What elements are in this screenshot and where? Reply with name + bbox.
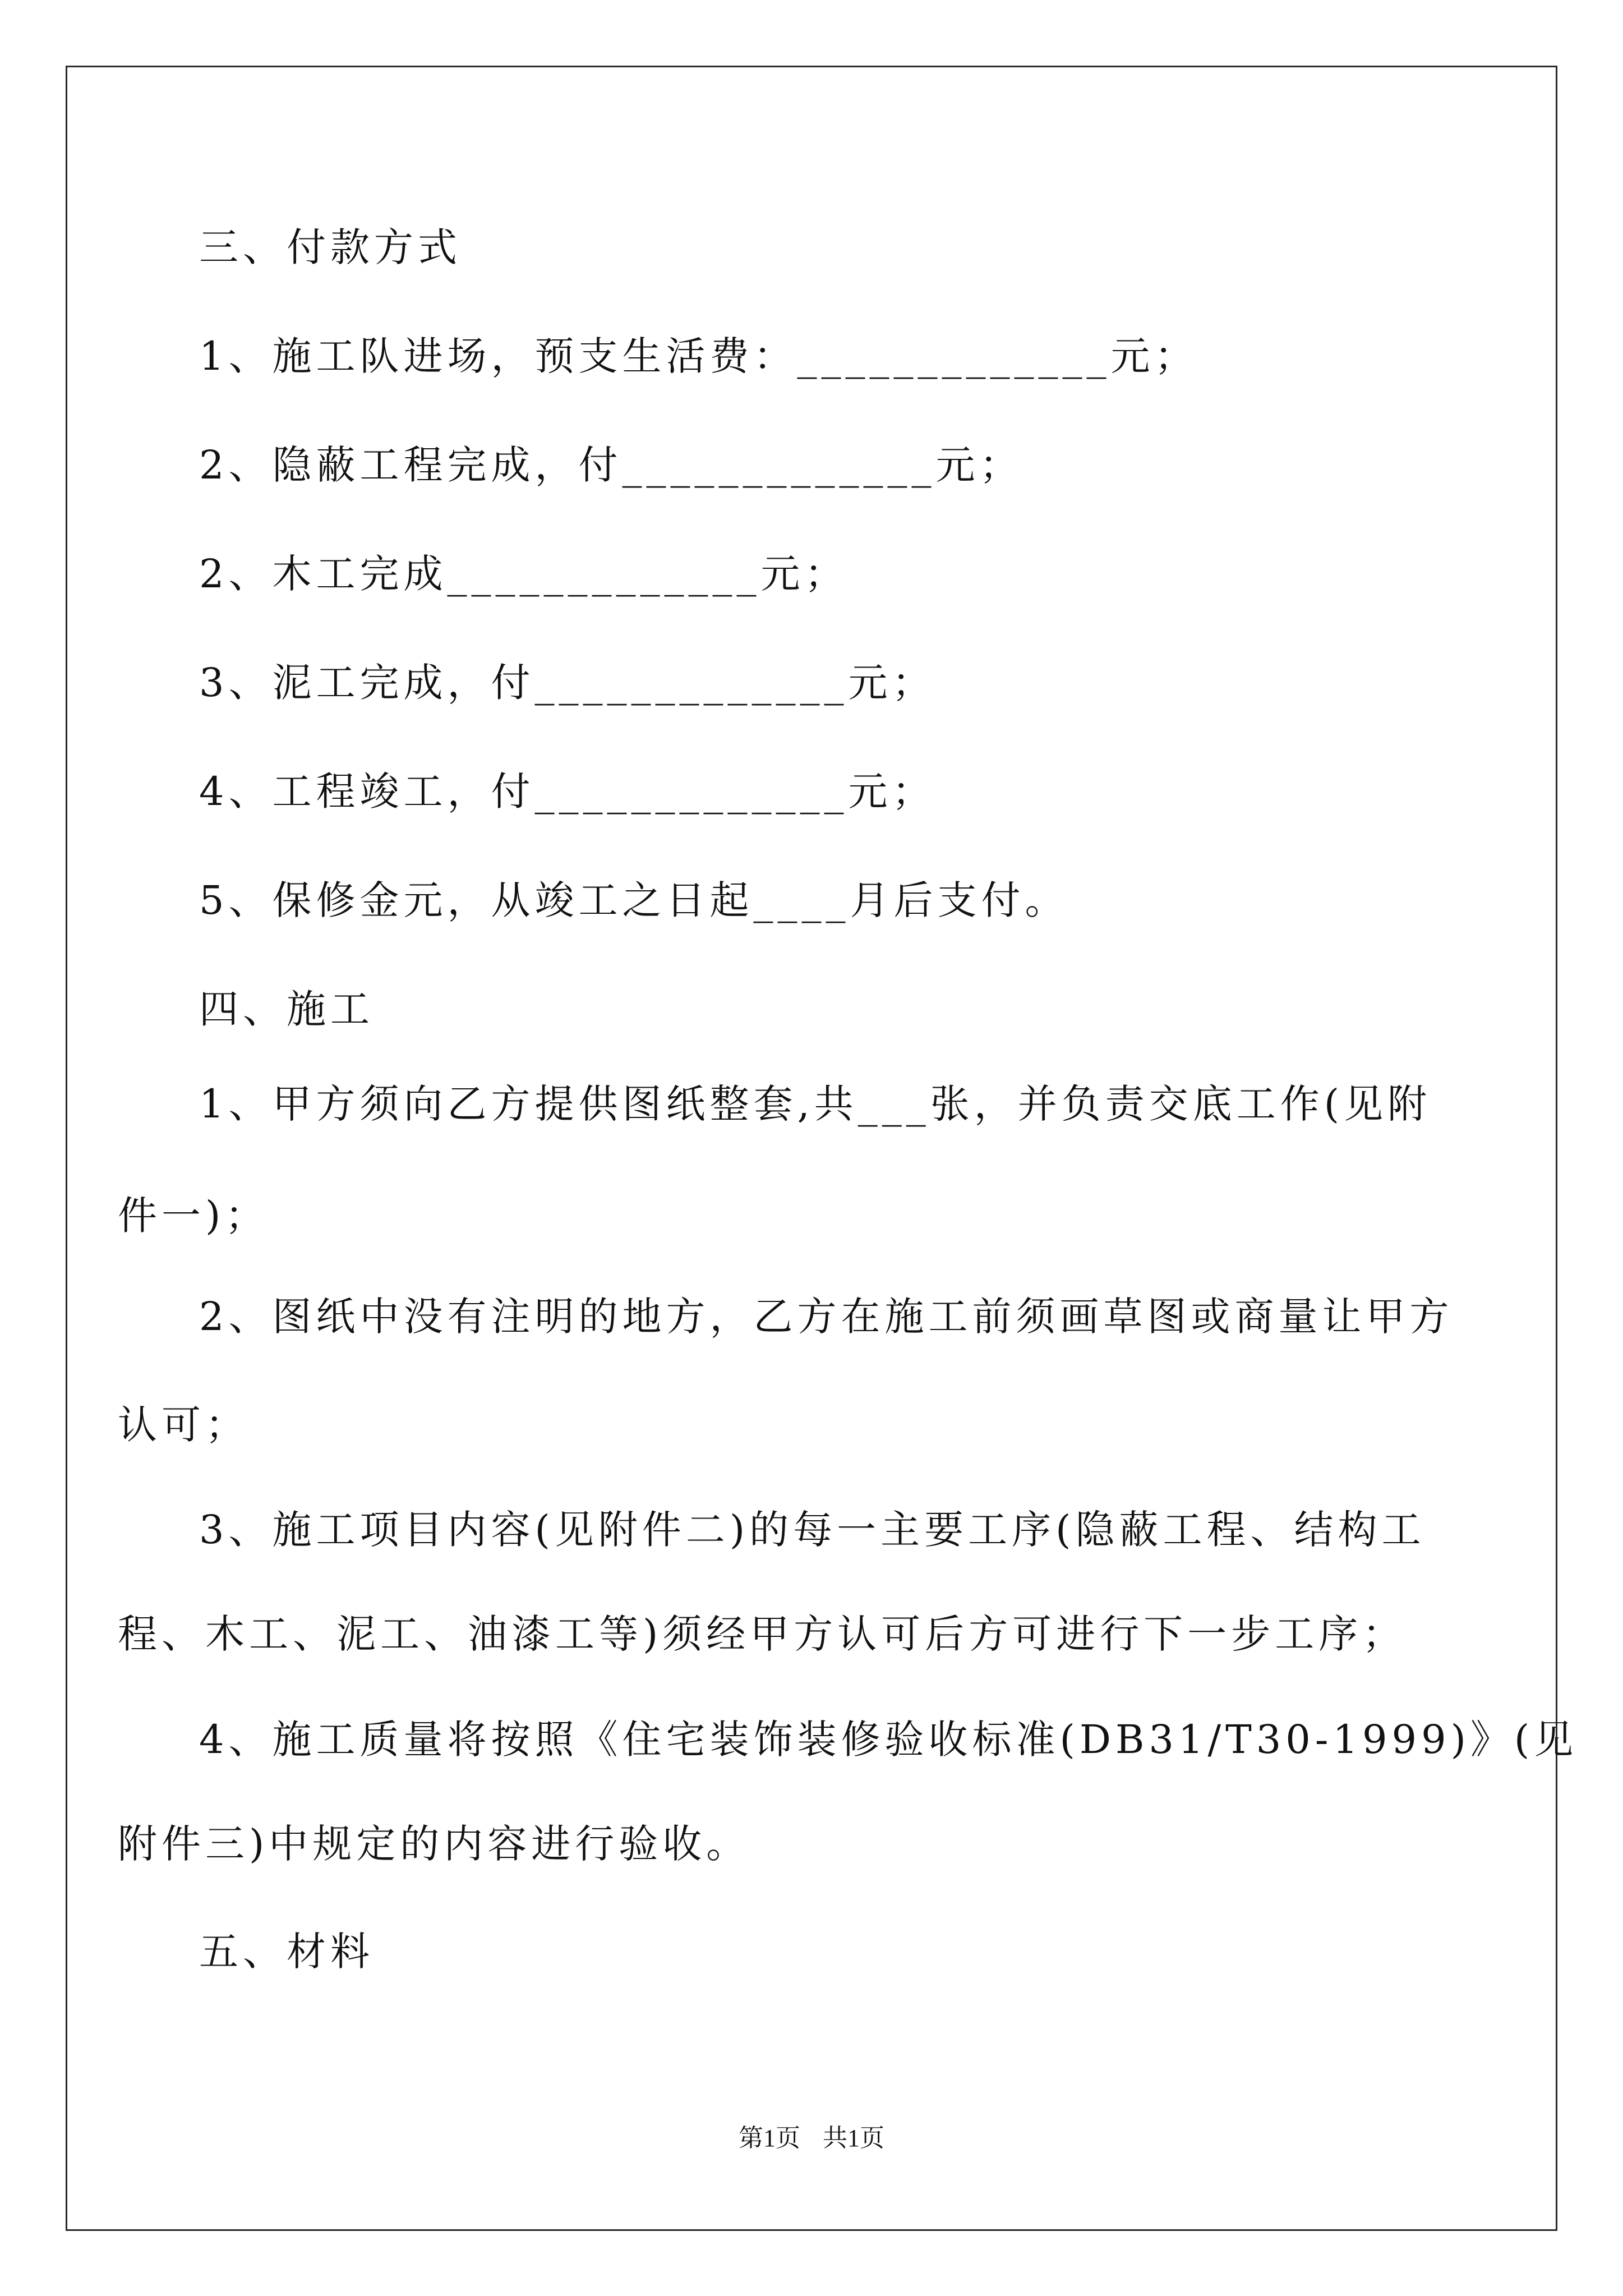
payment-item: 5、保修金元，从竣工之日起____月后支付。 bbox=[199, 877, 1069, 923]
page-total: 共1页 bbox=[823, 2124, 884, 2152]
paragraph-line: 2、图纸中没有注明的地方，乙方在施工前须画草图或商量让甲方 bbox=[199, 1294, 1454, 1340]
payment-item: 4、工程竣工，付_____________元； bbox=[199, 769, 936, 815]
payment-item: 2、木工完成_____________元； bbox=[199, 551, 849, 597]
payment-item: 2、隐蔽工程完成，付_____________元； bbox=[199, 442, 1023, 488]
paragraph-line: 附件三)中规定的内容进行验收。 bbox=[118, 1821, 750, 1867]
paragraph-line: 3、施工项目内容(见附件二)的每一主要工序(隐蔽工程、结构工 bbox=[199, 1507, 1426, 1553]
page-number: 第1页 bbox=[739, 2124, 800, 2152]
payment-item: 3、泥工完成，付_____________元； bbox=[199, 660, 936, 706]
section-heading: 三、付款方式 bbox=[199, 224, 462, 270]
section-heading: 四、施工 bbox=[199, 986, 374, 1032]
paragraph-line: 程、木工、泥工、油漆工等)须经甲方认可后方可进行下一步工序； bbox=[118, 1611, 1407, 1657]
paragraph-line: 1、甲方须向乙方提供图纸整套,共___张，并负责交底工作(见附 bbox=[199, 1081, 1432, 1127]
payment-item: 1、施工队进场，预支生活费：_____________元； bbox=[199, 333, 1198, 379]
paragraph-line: 认可； bbox=[118, 1402, 249, 1448]
page-footer bbox=[0, 2123, 1623, 2154]
page-frame bbox=[66, 66, 1557, 2231]
paragraph-line: 4、施工质量将按照《住宅装饰装修验收标准(DB31/T30-1999)》(见 bbox=[199, 1717, 1578, 1763]
paragraph-line: 件一)； bbox=[118, 1193, 269, 1239]
section-heading: 五、材料 bbox=[199, 1929, 374, 1975]
